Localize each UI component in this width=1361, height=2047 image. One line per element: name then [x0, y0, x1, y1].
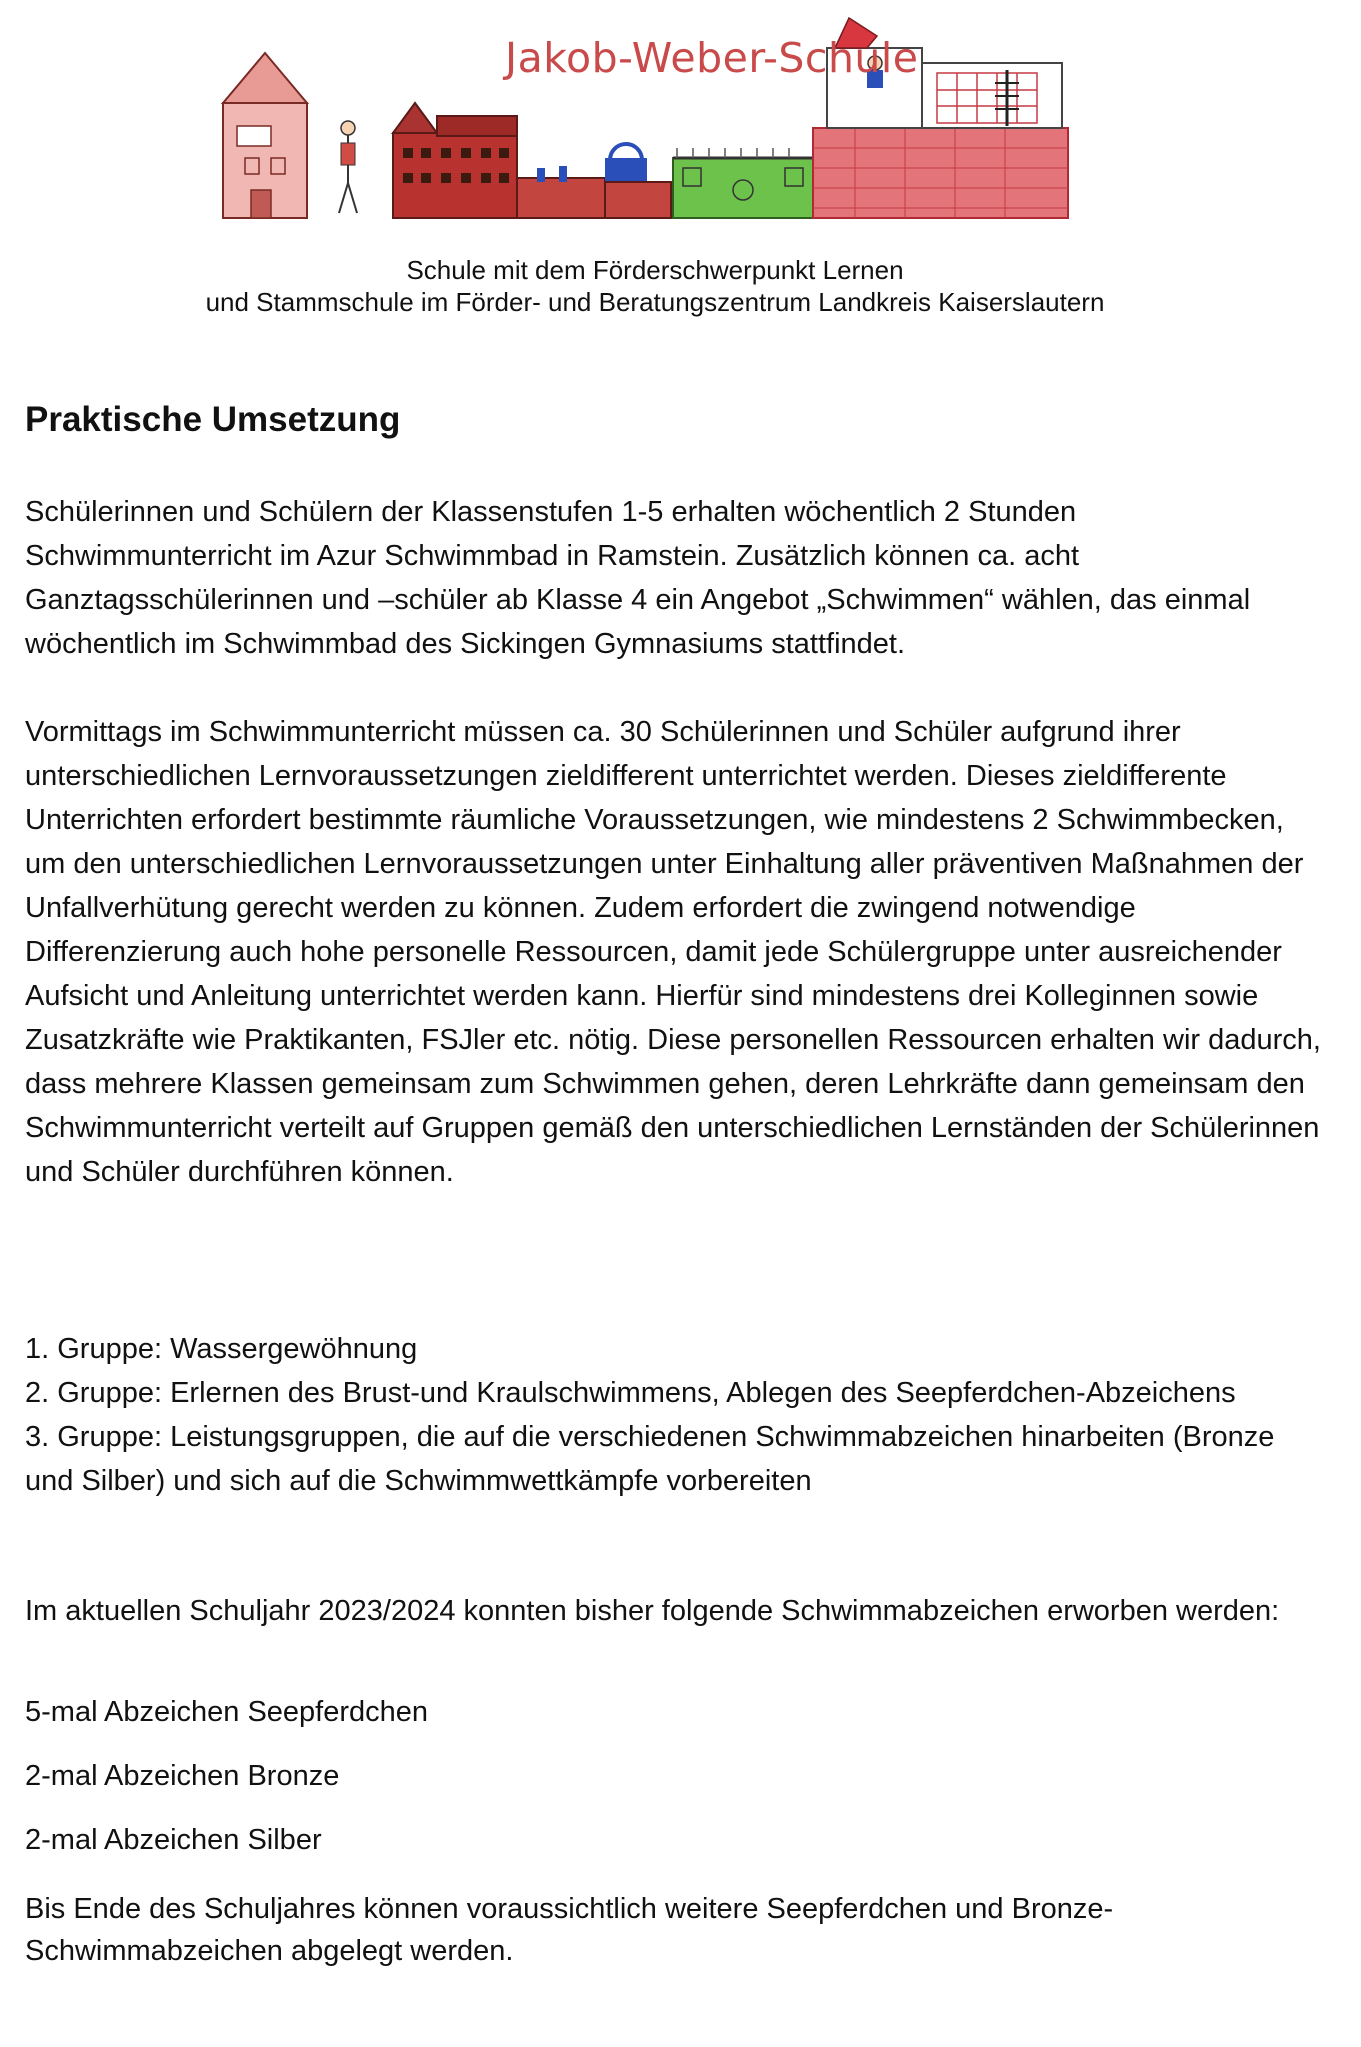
list-item: 5-mal Abzeichen Seepferdchen — [25, 1696, 429, 1728]
paragraph-organization: Vormittags im Schwimmunterricht müssen ca. 30 Schülerinnen und Schüler aufgrund ihrer unterschiedlichen Lernvoraussetzungen zieldifferent unterrichtet werden. Dieses zieldifferente Unterrichten erfordert bestimmte räumliche Voraussetzungen, wie mindestens 2 Schwimmbecken, um den unterschiedlichen Lernvoraussetzungen unter Einhaltung aller präventiven Maßnahmen der Unfallverhütung gerecht werden zu können. Zudem erfordert die zwingend notwendige Differenzierung auch hohe personelle Ressourcen, damit jede Schülergruppe unter ausreichender Aufsicht und Anleitung unterrichtet werden kann. Hierfür sind mindestens drei Kolleginnen sowie Zusatzkräfte wie Praktikanten, FSJler etc. nötig. Diese personellen Ressourcen erhalten wir dadurch, dass mehrere Klassen gemeinsam zum Schwimmen gehen, deren Lehrkräfte dann gemeinsam den Schwimmunterricht verteilt auf Gruppen gemäß den unterschiedlichen Lernständen der Schülerinnen und Schüler durchführen können. — [25, 716, 1321, 1188]
paragraph-schedule: Schülerinnen und Schülern der Klassenstufen 1-5 erhalten wöchentlich 2 Stunden Schwimmunterricht im Azur Schwimmbad in Ramstein. Zusätzlich können ca. acht Ganztagsschülerinnen und –schüler ab Klasse 4 ein Angebot „Schwimmen“ wählen, das einmal wöchentlich im Schwimmbad des Sickingen Gymnasiums stattfindet. — [25, 496, 1251, 660]
list-item: 2-mal Abzeichen Bronze — [25, 1760, 340, 1792]
paragraph-outlook: Bis Ende des Schuljahres können voraussichtlich weitere Seepferdchen und Bronze-Schwimmabzeichen abgelegt werden. — [25, 1893, 1114, 1967]
badge-list — [25, 1690, 1325, 1882]
list-item: 1. Gruppe: Wassergewöhnung — [25, 1333, 418, 1365]
school-subtitle-line1: Schule mit dem Förderschwerpunkt Lernen — [406, 255, 904, 285]
paragraph-badges-intro: Im aktuellen Schuljahr 2023/2024 konnten bisher folgende Schwimmabzeichen erworben werden: — [25, 1595, 1280, 1627]
group-list — [25, 1327, 1325, 1503]
list-item: 2-mal Abzeichen Silber — [25, 1824, 322, 1856]
page-heading: Praktische Umsetzung — [25, 400, 401, 439]
school-logo — [215, 8, 1075, 223]
school-name-logo-text: Jakob-Weber-Schule — [505, 34, 919, 82]
list-item: 2. Gruppe: Erlernen des Brust-und Kraulschwimmens, Ablegen des Seepferdchen-Abzeichens — [25, 1377, 1236, 1409]
list-item: 3. Gruppe: Leistungsgruppen, die auf die verschiedenen Schwimmabzeichen hinarbeiten (Bronze und Silber) und sich auf die Schwimmwettkämpfe vorbereiten — [25, 1421, 1275, 1497]
school-subtitle-line2: und Stammschule im Förder- und Beratungszentrum Landkreis Kaiserslautern — [205, 287, 1105, 317]
